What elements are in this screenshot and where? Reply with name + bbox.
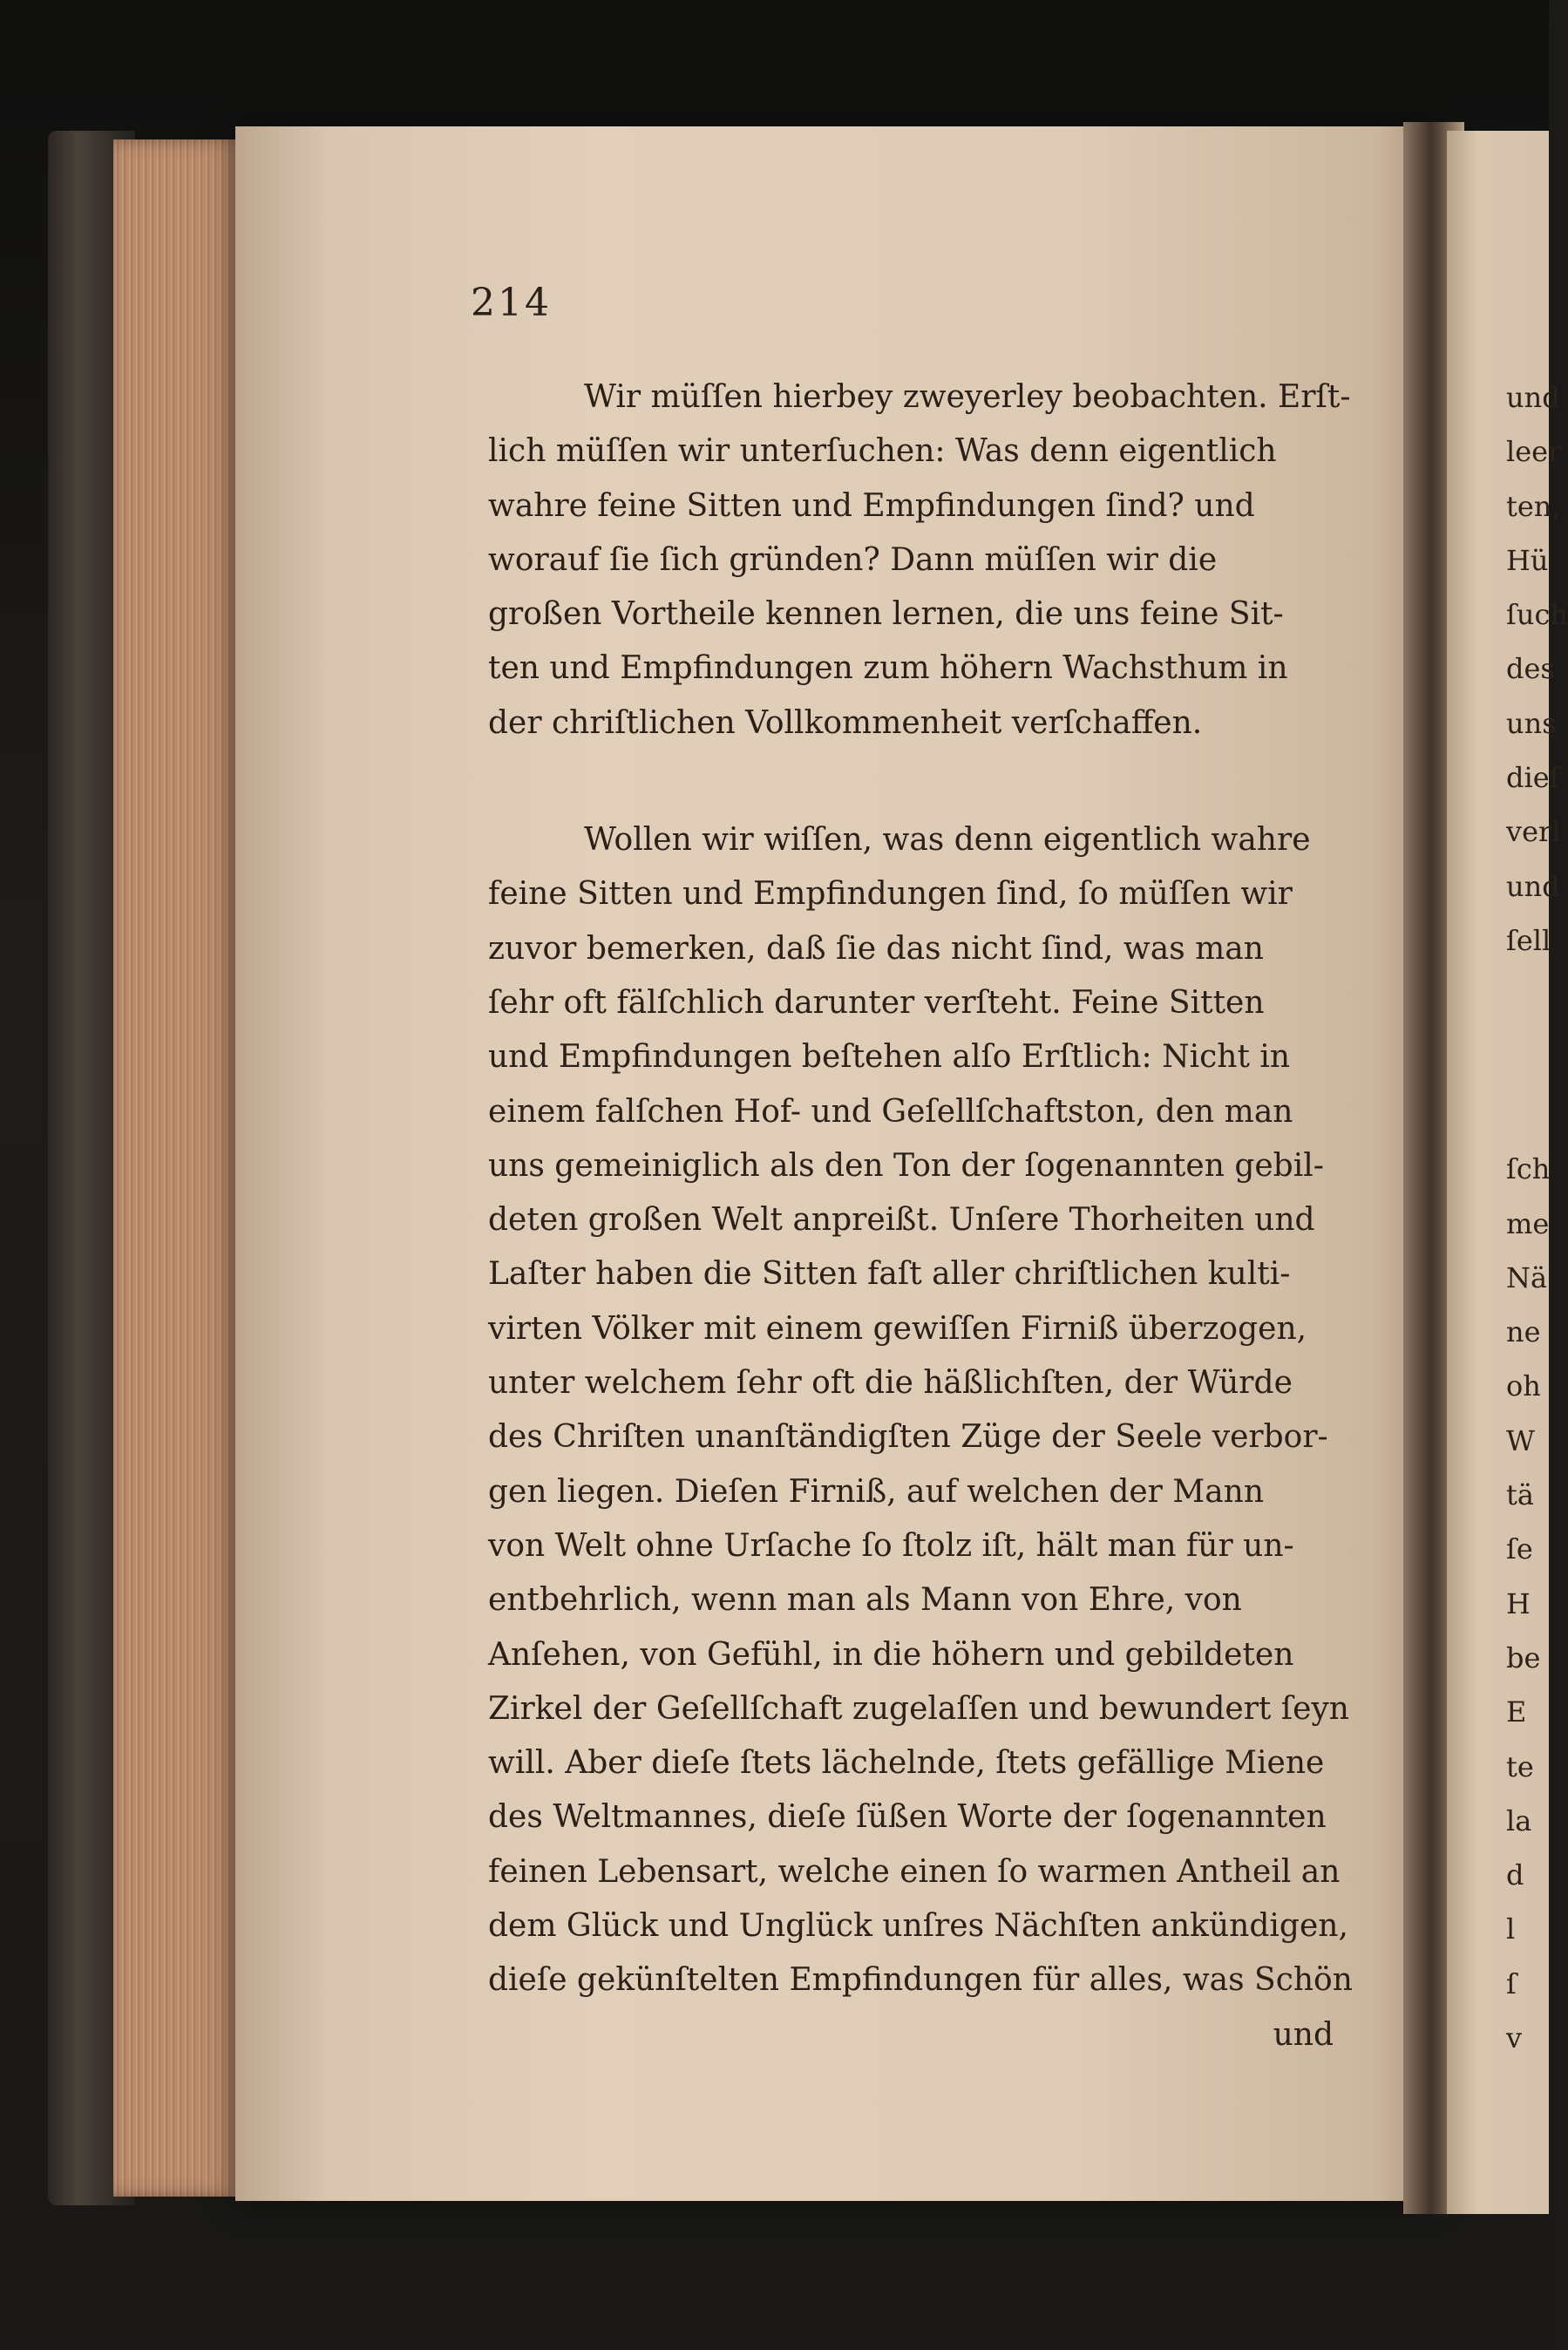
fragment: ſch (1506, 1152, 1551, 1186)
text-line: ten und Empfindungen zum höhern Wachsthum in (488, 650, 1288, 687)
fragment: te (1506, 1749, 1534, 1783)
text-line: dem Glück und Unglück unſres Nächſten ankündigen, (488, 1908, 1348, 1945)
fragment: ten, (1506, 489, 1561, 523)
text-line: wahre feine Sitten und Empfindungen ſind? und (488, 487, 1255, 524)
text-line: virten Völker mit einem gewiſſen Firniß überzogen, (488, 1310, 1307, 1347)
text-line: Wir müſſen hierbey zweyerley beobachten. Erſt- (584, 379, 1351, 415)
text-line: einem falſchen Hof- und Geſellſchaftston, den man (488, 1093, 1293, 1130)
fragment: uns (1506, 706, 1557, 740)
fragment: oh (1506, 1369, 1541, 1403)
fragment: dieſ (1506, 761, 1560, 795)
text-line: lich müſſen wir unterſuchen: Was denn eigentlich (488, 433, 1277, 470)
fragment: H (1506, 1586, 1531, 1620)
text-line: und Empfindungen beſtehen alſo Erſtlich: Nicht in (488, 1039, 1291, 1076)
text-line: Anſehen, von Gefühl, in die höhern und gebildeten (488, 1636, 1294, 1673)
fragment: W (1506, 1423, 1535, 1457)
text-line: ſehr oft fälſchlich darunter verſteht. Feine Sitten (488, 984, 1265, 1021)
text-line: Laſter haben die Sitten faſt aller chriſtlichen kulti- (488, 1256, 1291, 1293)
text-line: feinen Lebensart, welche einen ſo warmen Antheil an (488, 1853, 1341, 1890)
text-line: der chriſtlichen Vollkommenheit verſchaffen. (488, 704, 1203, 741)
fragment: E (1506, 1695, 1527, 1729)
fragment: l (1506, 1912, 1516, 1946)
fragment: ne (1506, 1315, 1541, 1349)
fragment: Nä (1506, 1260, 1548, 1294)
fragment: ſell (1506, 923, 1551, 957)
text-line: unter welchem ſehr oft die häßlichſten, der Würde (488, 1365, 1293, 1402)
fragment: me (1506, 1206, 1550, 1240)
fragment-gap (1506, 968, 1549, 1142)
fragment: la (1506, 1803, 1532, 1837)
fragment: und (1506, 381, 1560, 414)
text-line: zuvor bemerken, daß ſie das nicht ſind, was man (488, 930, 1264, 967)
fragment: leer (1506, 435, 1562, 469)
paragraph-gap (488, 751, 1360, 813)
fragment: ſ (1506, 1966, 1517, 2000)
fragment: und (1506, 869, 1560, 903)
text-line: worauf ſie ſich gründen? Dann müſſen wir die (488, 541, 1218, 578)
text-line: Wollen wir wiſſen, was denn eigentlich wahre (584, 822, 1311, 859)
fragment: Hü (1506, 543, 1549, 577)
text-line: deten großen Welt anpreißt. Unſere Thorheiten und (488, 1202, 1315, 1239)
fragment: des (1506, 652, 1555, 686)
text-line: dieſe gekünſtelten Empfindungen für alles, was Schön (488, 1962, 1353, 1999)
text-line: will. Aber dieſe ſtets lächelnde, ſtets gefällige Miene (488, 1745, 1325, 1782)
fragment: tä (1506, 1478, 1534, 1512)
text-line: feine Sitten und Empfindungen ſind, ſo müſſen wir (488, 876, 1293, 913)
page-text (488, 370, 1360, 2062)
fragment: ſe (1506, 1532, 1533, 1566)
catchword: und (1273, 2016, 1334, 2053)
text-line: des Weltmannes, dieſe ſüßen Worte der ſogenannten (488, 1799, 1327, 1836)
fragment: verl (1506, 815, 1561, 849)
text-line: Zirkel der Geſellſchaft zugelaſſen und bewundert ſeyn (488, 1690, 1349, 1727)
page-stack-edges (113, 139, 244, 2197)
fragment: ſuch (1506, 598, 1568, 632)
text-line: von Welt ohne Urſache ſo ſtolz iſt, hält man für un- (488, 1527, 1294, 1564)
text-line: gen liegen. Dieſen Firniß, auf welchen der Mann (488, 1473, 1265, 1510)
fragment: be (1506, 1640, 1541, 1674)
text-line: entbehrlich, wenn man als Mann von Ehre, von (488, 1582, 1242, 1619)
text-line: großen Vortheile kennen lernen, die uns feine Sit- (488, 596, 1284, 633)
page-number: 214 (471, 281, 552, 325)
fragment: d (1506, 1858, 1524, 1892)
text-line: uns gemeiniglich als den Ton der ſogenannten gebil- (488, 1147, 1324, 1184)
fragment: v (1506, 2021, 1523, 2055)
facing-page-fragments (1506, 370, 1568, 2065)
text-line: des Chriſten unanſtändigſten Züge der Seele verbor- (488, 1419, 1328, 1456)
